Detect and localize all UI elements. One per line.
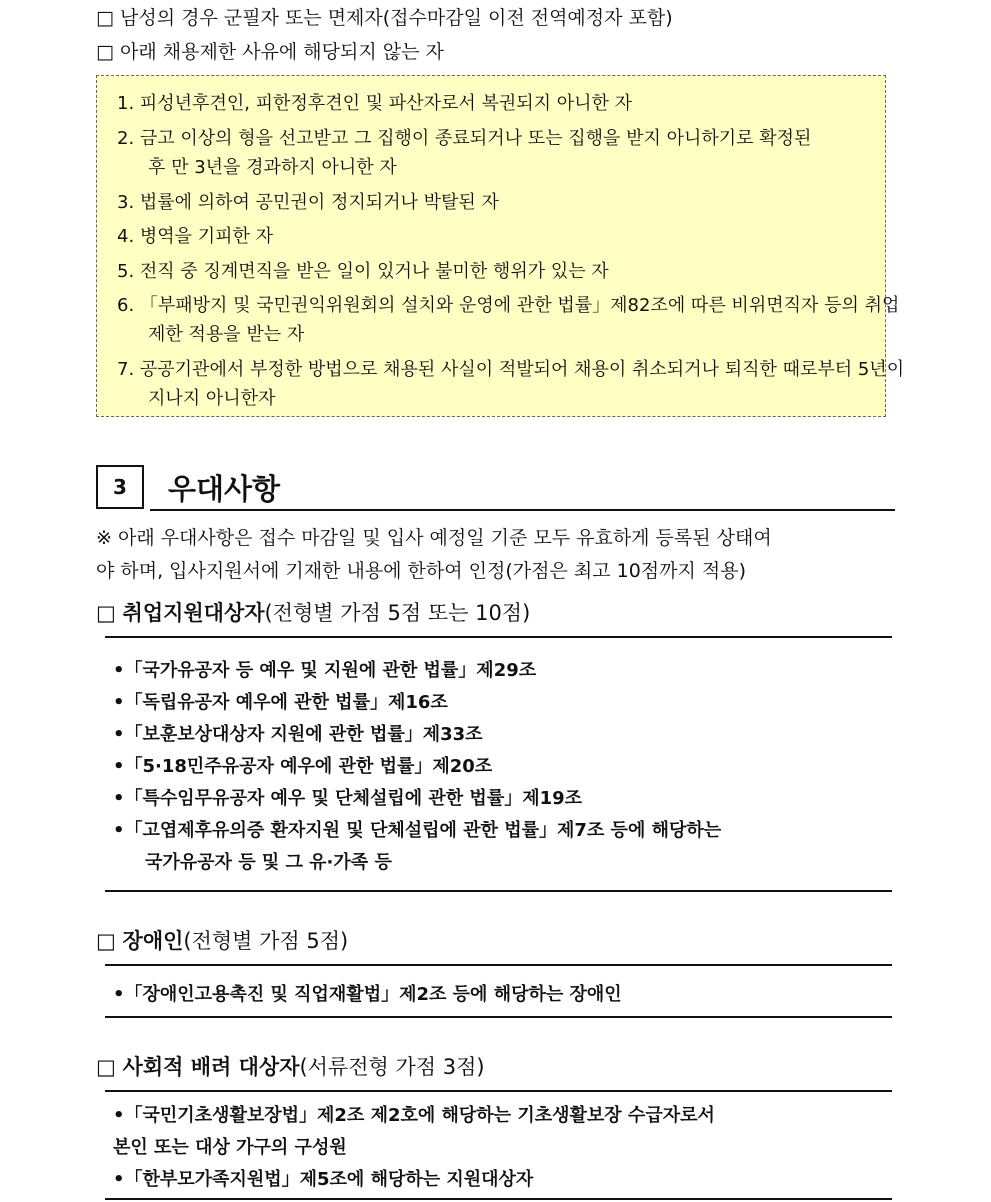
divider [105,964,892,966]
divider [105,1198,892,1200]
group-title: 사회적 배려 대상자 [122,1055,300,1079]
list-item: •「특수임무유공자 예우 및 단체설립에 관한 법률」제19조 [113,788,583,809]
divider [105,636,892,638]
section-title-underline [150,509,895,511]
list-item: •「국민기초생활보장법」제2조 제2호에 해당하는 기초생활보장 수급자로서 [113,1105,715,1126]
divider [105,1016,892,1018]
group-heading-social-consideration [96,1051,485,1081]
group-checkbox: □ [96,601,123,625]
list-item-continued: 본인 또는 대상 가구의 구성원 [113,1137,347,1158]
restriction-item [117,355,905,381]
preference-note [96,523,896,550]
requirement-restrictions: □ 아래 채용제한 사유에 해당되지 않는 자 [96,41,444,63]
restriction-item-continued: 지나지 아니한자 [148,388,276,409]
list-item: •「국가유공자 등 예우 및 지원에 관한 법률」제29조 [113,660,537,681]
divider [105,890,892,892]
restriction-text: 7. 공공기관에서 부정한 방법으로 채용된 사실이 적발되어 채용이 취소되거나 퇴직한 때로부터 5년이 [117,359,905,380]
restriction-item: 5. 전직 중 징계면직을 받은 일이 있거나 불미한 행위가 있는 자 [117,261,609,282]
list-item: •「보훈보상대상자 지원에 관한 법률」제33조 [113,724,483,745]
list-item-continued: 국가유공자 등 및 그 유·가족 등 [145,852,392,873]
list-item: •「5·18민주유공자 예우에 관한 법률」제20조 [113,756,493,777]
restriction-text: 2. 금고 이상의 형을 선고받고 그 집행이 종료되거나 또는 집행을 받지 아니하기로 확정된 [117,128,812,149]
restriction-item-continued: 제한 적용을 받는 자 [148,324,305,345]
note-line: ※ 아래 우대사항은 접수 마감일 및 입사 예정일 기준 모두 유효하게 등록된 상태여 [96,527,772,549]
requirement-military: □ 남성의 경우 군필자 또는 면제자(접수마감일 이전 전역예정자 포함) [96,7,673,29]
list-item: •「한부모가족지원법」제5조에 해당하는 지원대상자 [113,1169,534,1190]
group-checkbox: □ [96,1055,123,1079]
group-points: (서류전형 가점 3점) [299,1055,485,1079]
group-checkbox: □ [96,929,123,953]
list-item: •「고엽제후유의증 환자지원 및 단체설립에 관한 법률」제7조 등에 해당하는 [113,820,722,841]
group-title: 취업지원대상자 [122,601,265,625]
group-heading-employment-support [96,597,530,627]
restriction-item: 3. 법률에 의하여 공민권이 정지되거나 박탈된 자 [117,192,499,213]
preference-note-line2: 야 하며, 입사지원서에 기재한 내용에 한하여 인정(가점은 최고 10점까지 적용) [96,560,747,582]
list-item: •「독립유공자 예우에 관한 법률」제16조 [113,692,448,713]
section-number: 3 [96,465,144,509]
divider [105,1090,892,1092]
restriction-item-continued: 후 만 3년을 경과하지 아니한 자 [148,157,397,178]
restriction-item [117,291,900,317]
restriction-text: 6. 「부패방지 및 국민권익위원회의 설치와 운영에 관한 법률」제82조에 따른 비위면직자 등의 취업 [117,295,900,316]
group-title: 장애인 [122,929,184,953]
section-title: 우대사항 [168,472,281,506]
group-points: (전형별 가점 5점) [183,929,349,953]
list-item: •「장애인고용촉진 및 직업재활법」제2조 등에 해당하는 장애인 [113,984,622,1005]
group-points: (전형별 가점 5점 또는 10점) [264,601,531,625]
restriction-item [117,124,883,150]
restriction-item: 4. 병역을 기피한 자 [117,226,274,247]
group-heading-disabled [96,925,348,955]
restriction-item: 1. 피성년후견인, 피한정후견인 및 파산자로서 복권되지 아니한 자 [117,93,633,114]
